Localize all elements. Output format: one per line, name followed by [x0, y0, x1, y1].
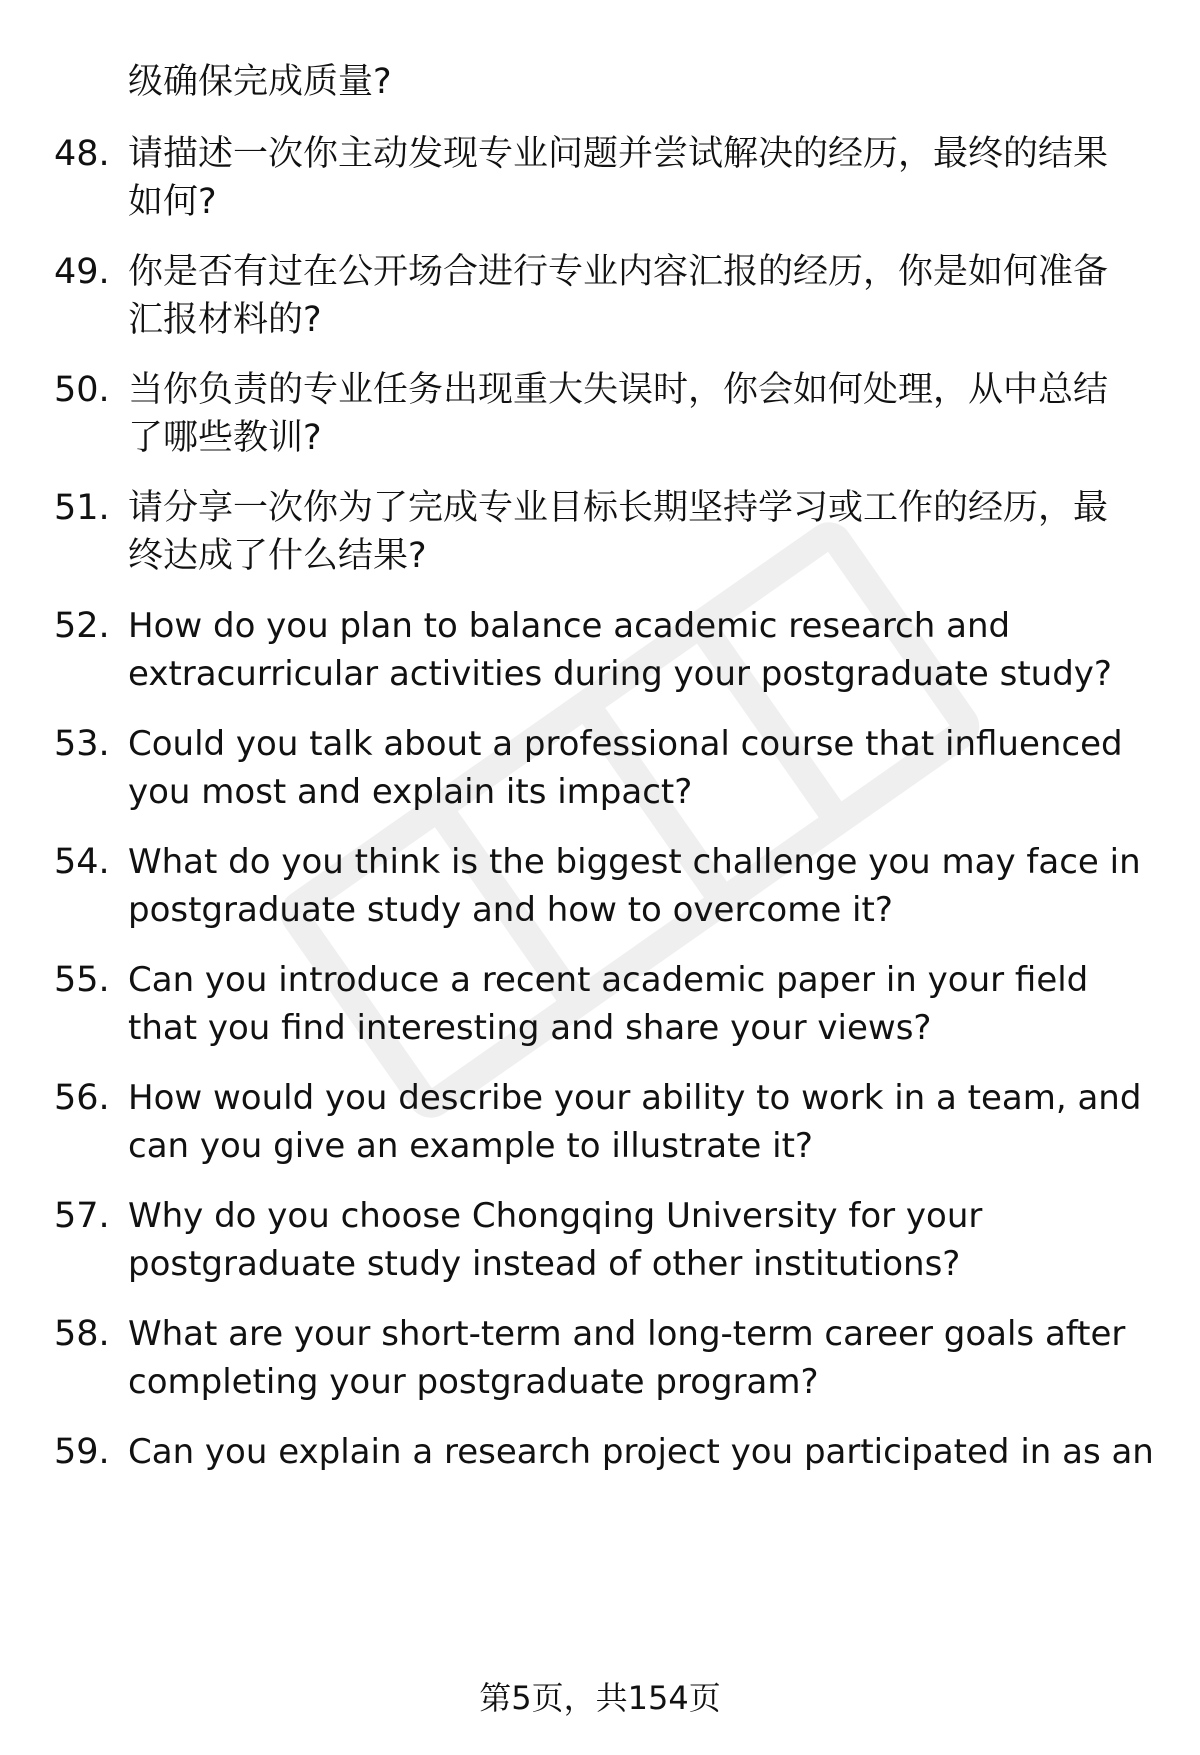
question-text: How do you plan to balance academic research and extracurricular activities during your postgraduate study? [128, 606, 1112, 694]
question-text: Can you introduce a recent academic paper in your field that you find interesting and share your views? [128, 960, 1089, 1048]
question-number: 55. [54, 960, 110, 1000]
question-text: What do you think is the biggest challenge you may face in postgraduate study and how to overcome it? [128, 842, 1141, 930]
question-text: 请描述一次你主动发现专业问题并尝试解决的经历，最终的结果 如何? [128, 134, 1109, 222]
question-number: 52. [54, 606, 110, 646]
question-number: 48. [54, 134, 110, 174]
question-number: 50. [54, 370, 110, 410]
question-number: 58. [54, 1314, 110, 1354]
question-number: 56. [54, 1078, 110, 1118]
page-number-footer: 第5页，共154页 [479, 1679, 721, 1717]
question-text: Could you talk about a professional course that influenced you most and explain its impact? [128, 724, 1123, 812]
question-text: 你是否有过在公开场合进行专业内容汇报的经历，你是如何准备 汇报材料的? [128, 252, 1109, 340]
question-text: How would you describe your ability to work in a team, and can you give an example to illustrate it? [128, 1078, 1142, 1166]
question-text: 请分享一次你为了完成专业目标长期坚持学习或工作的经历，最 终达成了什么结果? [128, 488, 1109, 576]
question-number: 59. [54, 1432, 110, 1472]
question-text: Can you explain a research project you participated in as an [128, 1432, 1154, 1472]
question-text: Why do you choose Chongqing University for your postgraduate study instead of other institutions? [128, 1196, 983, 1284]
question-number: 49. [54, 252, 110, 292]
question-number: 54. [54, 842, 110, 882]
continued-question-text: 级确保完成质量? [128, 62, 392, 102]
question-number: 57. [54, 1196, 110, 1236]
question-number: 51. [54, 488, 110, 528]
question-text: What are your short-term and long-term career goals after completing your postgraduate program? [128, 1314, 1126, 1402]
question-text: 当你负责的专业任务出现重大失误时，你会如何处理，从中总结 了哪些教训? [128, 370, 1109, 458]
question-number: 53. [54, 724, 110, 764]
